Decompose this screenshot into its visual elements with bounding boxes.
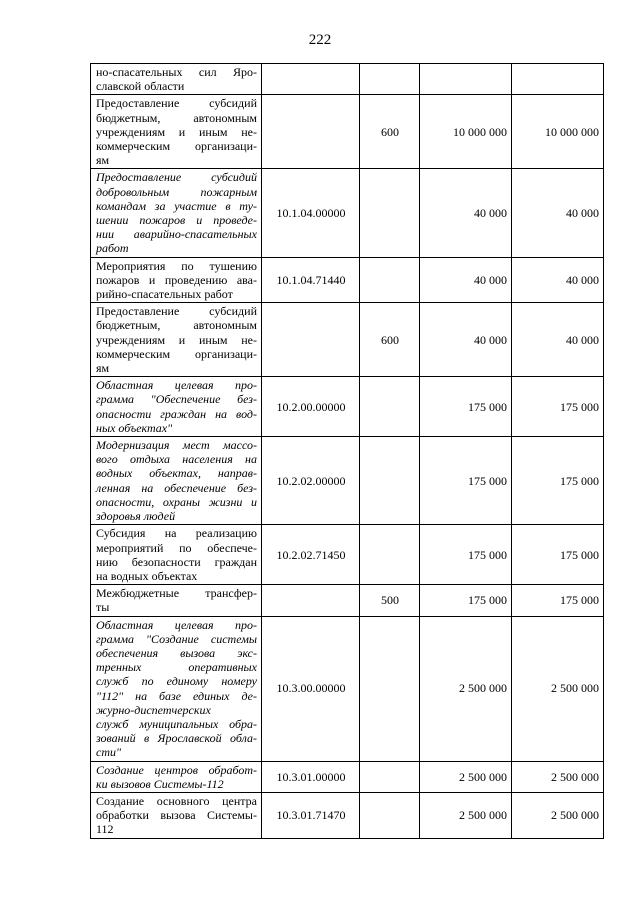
table-row <box>91 257 604 303</box>
row-expense-type-cell <box>360 792 420 838</box>
row-name-cell <box>91 257 262 303</box>
row-sum-first-cell: 175 000 <box>420 437 512 525</box>
row-sum-first-cell: 175 000 <box>420 377 512 437</box>
row-code-cell: 10.2.00.00000 <box>262 377 360 437</box>
row-name-line: журно-диспетчерских <box>96 702 211 717</box>
page-number: 222 <box>308 32 332 48</box>
row-name-line: шении пожаров и проведе- <box>96 213 257 228</box>
row-code-cell: 10.1.04.71440 <box>262 257 360 303</box>
row-name-line: Модернизация мест массо- <box>96 438 257 453</box>
row-name-line: бюджетным, автономным <box>96 110 257 125</box>
row-code-cell: 10.3.01.71470 <box>262 792 360 838</box>
row-code-cell: 10.2.02.00000 <box>262 437 360 525</box>
row-name-line: грамма "Создание системы <box>96 631 257 646</box>
row-name-line: бюджетным, автономным <box>96 318 257 333</box>
row-sum-first-cell: 2 500 000 <box>420 792 512 838</box>
row-sum-second-cell: 2 500 000 <box>512 616 604 761</box>
row-name-line: вого отдыха населения на <box>96 452 257 467</box>
row-code-cell <box>262 303 360 377</box>
row-sum-first-cell: 2 500 000 <box>420 761 512 792</box>
row-name-line: добровольным пожарным <box>96 184 257 199</box>
row-name-line: ных объектах" <box>96 420 173 435</box>
row-name-line: пожаров и проведению ава- <box>96 272 257 287</box>
table-row <box>91 303 604 377</box>
row-sum-first-cell: 40 000 <box>420 303 512 377</box>
row-code-cell: 10.1.04.00000 <box>262 169 360 257</box>
row-name-cell <box>91 525 262 585</box>
row-name-line: учреждениям и иным не- <box>96 124 257 139</box>
row-name-line: коммерческим организаци- <box>96 139 257 154</box>
row-name-cell <box>91 792 262 838</box>
row-name-line: Предоставление субсидий <box>96 170 257 185</box>
row-name-cell <box>91 437 262 525</box>
row-name-line: служб по единому номеру <box>96 674 257 689</box>
row-name-line: служб муниципальных обра- <box>96 716 257 731</box>
row-sum-first-cell: 175 000 <box>420 525 512 585</box>
row-code-cell <box>262 64 360 95</box>
row-sum-second-cell: 40 000 <box>512 257 604 303</box>
budget-table-body <box>91 64 604 839</box>
row-name-line: командам за участие в ту- <box>96 198 257 213</box>
row-name-line: тренных оперативных <box>96 660 257 675</box>
row-name-line: зований в Ярославской обла- <box>96 731 257 746</box>
row-code-cell <box>262 585 360 616</box>
row-name-cell <box>91 585 262 616</box>
table-row <box>91 437 604 525</box>
row-name-cell <box>91 169 262 257</box>
row-expense-type-cell <box>360 64 420 95</box>
row-name-line: Мероприятия по тушению <box>96 258 257 273</box>
table-row <box>91 169 604 257</box>
row-name-line: ям <box>96 361 110 376</box>
row-sum-second-cell: 175 000 <box>512 585 604 616</box>
table-row <box>91 64 604 95</box>
row-name-line: водных объектах, направ- <box>96 466 257 481</box>
row-name-line: обеспечения вызова экс- <box>96 645 257 660</box>
row-sum-second-cell <box>512 64 604 95</box>
row-name-cell <box>91 95 262 169</box>
row-expense-type-cell <box>360 257 420 303</box>
row-name-line: нии аварийно-спасательных <box>96 227 257 242</box>
row-name-line: грамма "Обеспечение без- <box>96 392 257 407</box>
row-name-line: мероприятий по обеспече- <box>96 540 257 555</box>
row-name-line: ленная на обеспечение без- <box>96 480 257 495</box>
row-sum-second-cell: 2 500 000 <box>512 761 604 792</box>
row-code-cell <box>262 95 360 169</box>
row-name-line: 112 <box>96 822 114 837</box>
row-name-line: Субсидия на реализацию <box>96 526 257 541</box>
row-name-line: обработки вызова Системы- <box>96 808 257 823</box>
row-sum-second-cell: 175 000 <box>512 377 604 437</box>
row-name-line: славской области <box>96 79 185 94</box>
row-name-line: Областная целевая про- <box>96 378 257 393</box>
row-sum-second-cell: 40 000 <box>512 303 604 377</box>
row-sum-second-cell: 175 000 <box>512 525 604 585</box>
row-sum-first-cell: 10 000 000 <box>420 95 512 169</box>
table-row <box>91 525 604 585</box>
row-sum-second-cell: 10 000 000 <box>512 95 604 169</box>
row-sum-second-cell: 40 000 <box>512 169 604 257</box>
table-row <box>91 377 604 437</box>
row-sum-first-cell: 40 000 <box>420 169 512 257</box>
row-name-line: Предоставление субсидий <box>96 304 257 319</box>
row-name-line: Межбюджетные трансфер- <box>96 586 257 601</box>
row-name-line: сти" <box>96 745 122 760</box>
row-sum-second-cell: 175 000 <box>512 437 604 525</box>
table-row <box>91 585 604 616</box>
row-sum-first-cell <box>420 64 512 95</box>
row-name-line: рийно-спасательных работ <box>96 287 233 302</box>
row-expense-type-cell <box>360 525 420 585</box>
row-sum-second-cell: 2 500 000 <box>512 792 604 838</box>
row-code-cell: 10.3.01.00000 <box>262 761 360 792</box>
row-name-line: Создание центров обработ- <box>96 762 257 777</box>
row-name-line: но-спасательных сил Яро- <box>96 65 257 79</box>
table-row <box>91 792 604 838</box>
row-name-cell <box>91 761 262 792</box>
row-expense-type-cell: 500 <box>360 585 420 616</box>
row-name-cell <box>91 616 262 761</box>
row-sum-first-cell: 40 000 <box>420 257 512 303</box>
row-expense-type-cell <box>360 377 420 437</box>
row-name-line: учреждениям и иным не- <box>96 332 257 347</box>
row-expense-type-cell: 600 <box>360 95 420 169</box>
row-sum-first-cell: 175 000 <box>420 585 512 616</box>
row-name-line: Предоставление субсидий <box>96 96 257 111</box>
row-name-line: "112" на базе единых де- <box>96 688 257 703</box>
row-name-line: нию безопасности граждан <box>96 554 257 569</box>
row-name-line: Областная целевая про- <box>96 617 257 632</box>
row-name-line: ты <box>96 600 110 615</box>
row-expense-type-cell <box>360 437 420 525</box>
row-code-cell: 10.2.02.71450 <box>262 525 360 585</box>
row-name-cell <box>91 64 262 95</box>
row-name-line: на водных объектах <box>96 568 198 583</box>
row-expense-type-cell <box>360 616 420 761</box>
row-name-line: работ <box>96 241 129 256</box>
row-name-line: ки вызовов Системы-112 <box>96 776 224 791</box>
row-name-line: коммерческим организаци- <box>96 346 257 361</box>
row-sum-first-cell: 2 500 000 <box>420 616 512 761</box>
row-name-line: ям <box>96 153 110 168</box>
row-name-cell <box>91 377 262 437</box>
row-name-cell <box>91 303 262 377</box>
row-code-cell: 10.3.00.00000 <box>262 616 360 761</box>
row-name-line: опасности граждан на вод- <box>96 406 257 421</box>
table-row <box>91 95 604 169</box>
row-name-line: здоровья людей <box>96 509 176 524</box>
row-name-line: Создание основного центра <box>96 793 257 808</box>
budget-table <box>90 63 604 839</box>
row-name-line: опасности, охраны жизни и <box>96 494 257 509</box>
table-row <box>91 761 604 792</box>
row-expense-type-cell: 600 <box>360 303 420 377</box>
row-expense-type-cell <box>360 169 420 257</box>
row-expense-type-cell <box>360 761 420 792</box>
table-row <box>91 616 604 761</box>
